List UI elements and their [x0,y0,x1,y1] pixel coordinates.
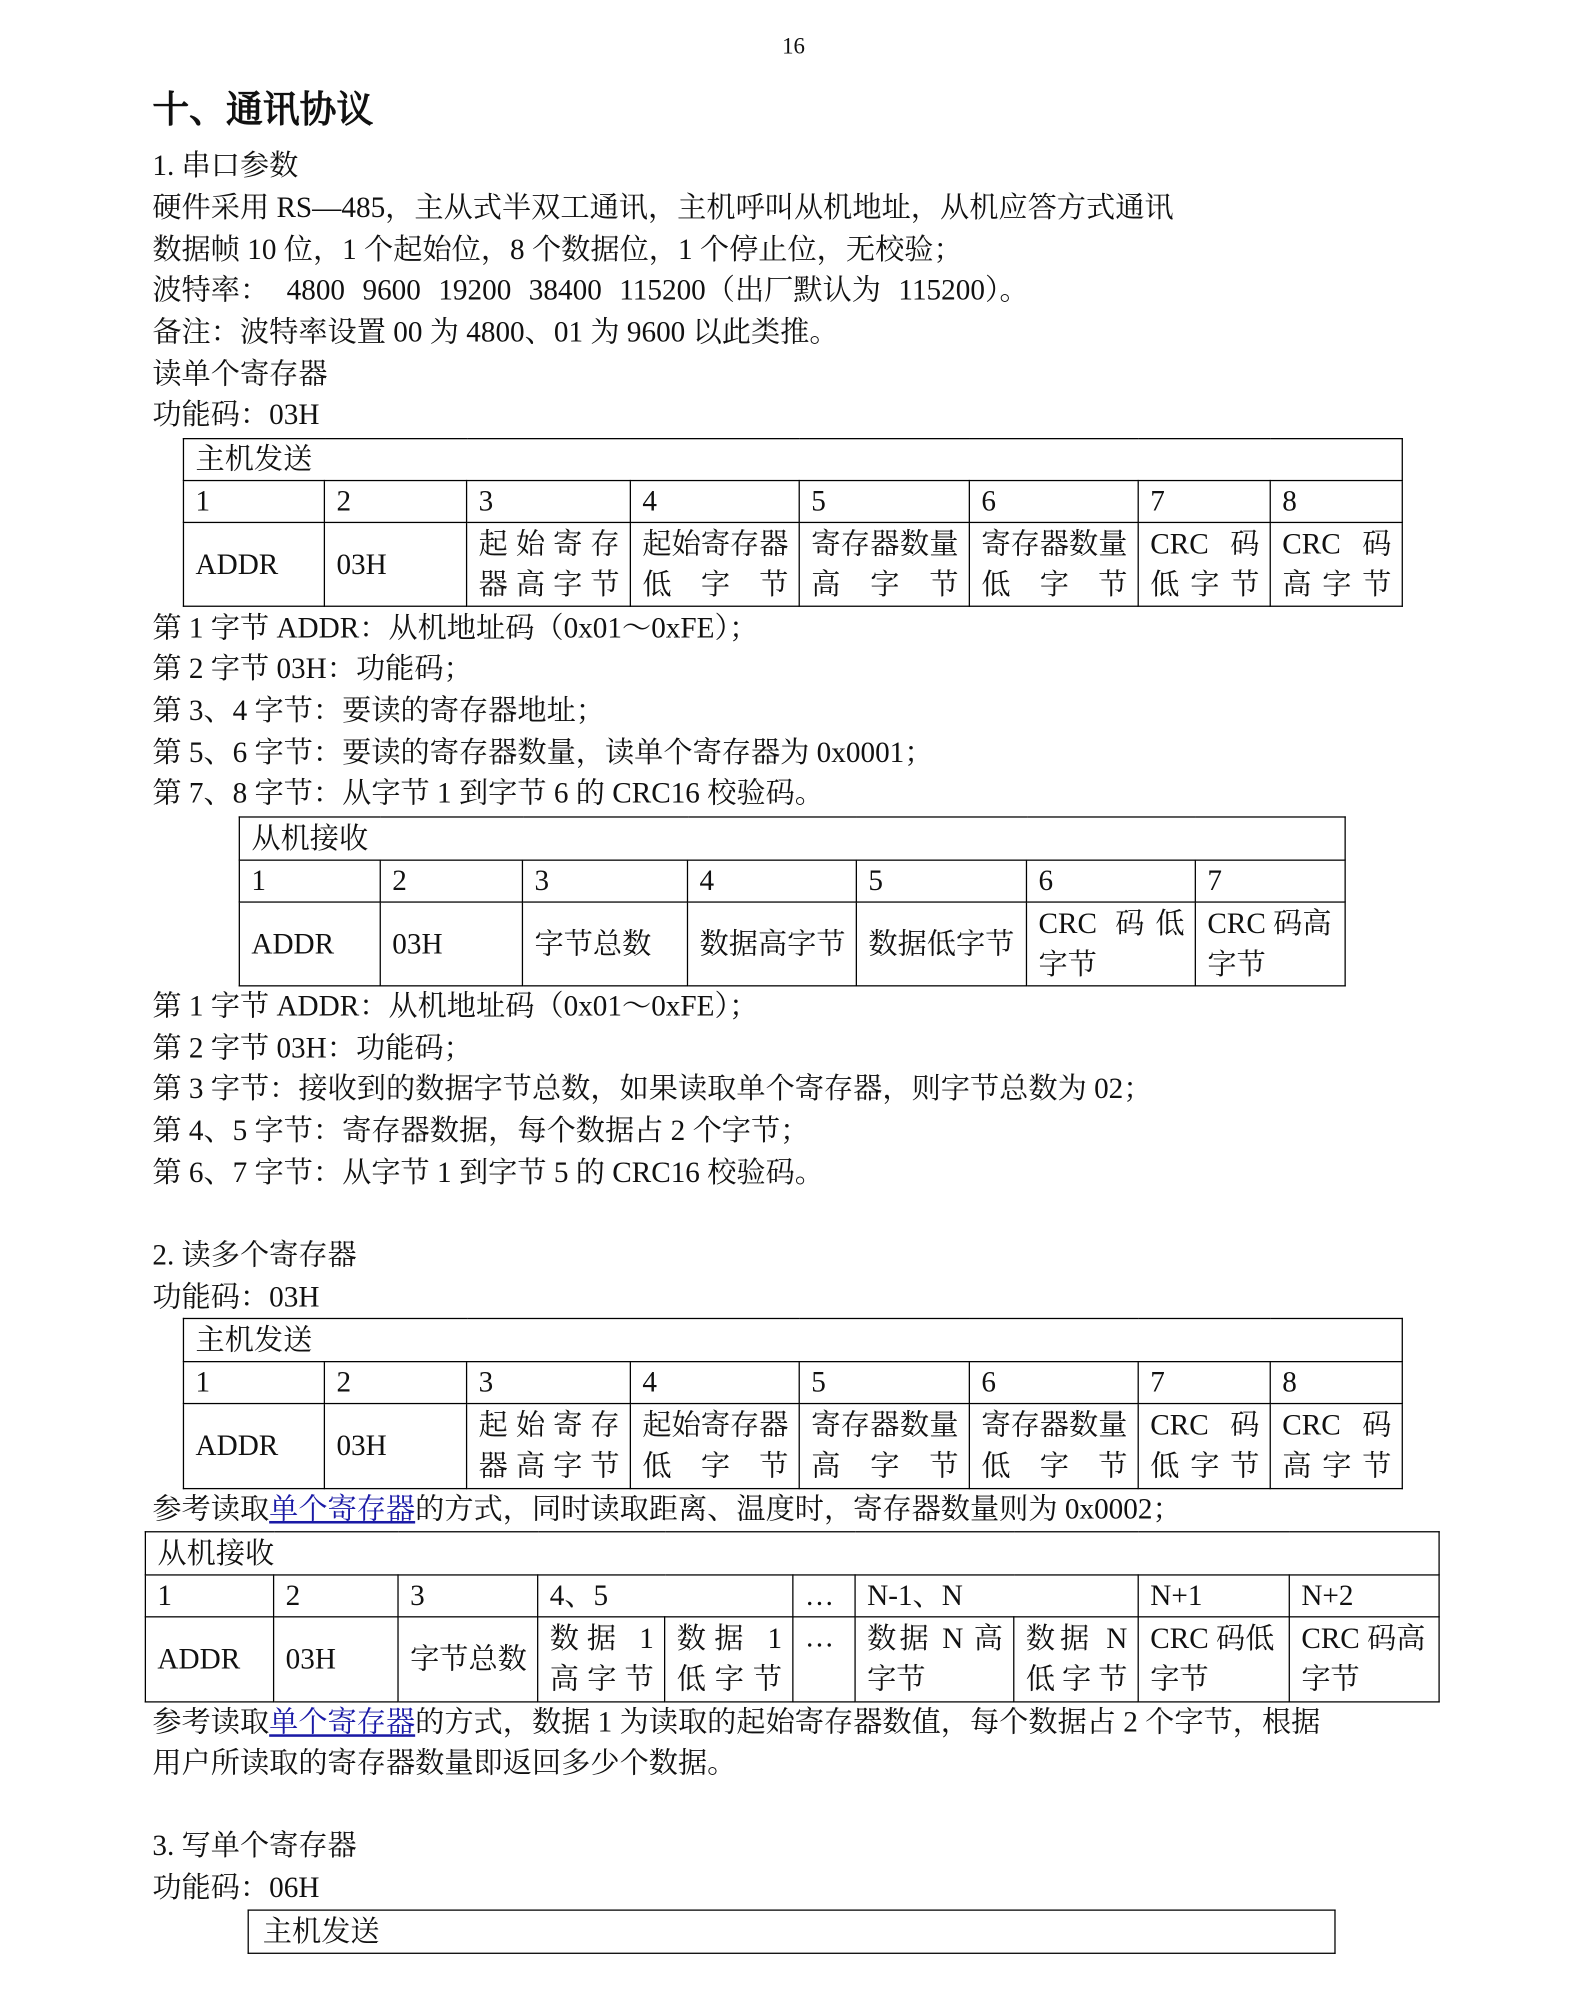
byte-desc: 寄存器数量高字节 [799,1404,969,1489]
byte-desc: CRC 码低字节 [1138,522,1270,606]
master-send-table [248,1909,1336,1953]
byte-desc: CRC 码低字节 [1138,1404,1270,1489]
note: 第 2 字节 03H：功能码； [152,652,473,685]
byte-index: 3 [398,1575,538,1617]
note: 第 7、8 字节：从字节 1 到字节 6 的 CRC16 校验码。 [152,776,825,809]
byte-desc: 起始寄存器高字节 [467,1404,631,1489]
byte-desc: 寄存器数量低字节 [969,1404,1138,1489]
byte-desc: CRC 码高字节 [1270,1404,1402,1489]
section-heading: 十、通讯协议 [152,90,374,131]
subsection-title: 1. 串口参数 [152,149,299,182]
subsection-title: 2. 读多个寄存器 [152,1239,357,1271]
paragraph: 波特率： 4800 9600 19200 38400 115200（出厂默认为 115200）。 [152,274,1029,306]
byte-desc: 寄存器数量低字节 [969,522,1138,606]
byte-index: 4、5 [538,1575,793,1617]
byte-desc: CRC 码低字节 [1138,1617,1289,1702]
byte-desc: 字节总数 [398,1617,538,1702]
byte-index: 7 [1138,481,1270,523]
text: 的方式，数据 1 为读取的起始寄存器数值，每个数据占 2 个字节，根据 [415,1706,1321,1739]
byte-index: 8 [1270,1362,1402,1404]
byte-desc: 起始寄存器低字节 [630,522,799,606]
byte-index: 3 [467,1362,631,1404]
byte-desc: 寄存器数量高字节 [799,522,969,606]
table-caption: 从机接收 [239,817,1345,860]
byte-desc: … [793,1617,855,1702]
byte-desc: CRC 码低字节 [1026,902,1195,986]
text: 参考读取 [152,1493,270,1525]
byte-index: 1 [183,1362,324,1404]
byte-index: 2 [324,1362,466,1404]
note: 第 5、6 字节：要读的寄存器数量，读单个寄存器为 0x0001； [152,736,934,769]
paragraph: 硬件采用 RS—485，主从式半双工通讯，主机呼叫从机地址，从机应答方式通讯 [152,191,1174,224]
byte-desc: 03H [324,522,466,606]
byte-index: 1 [145,1575,273,1617]
byte-desc: 数据 N 低字节 [1014,1617,1138,1702]
byte-desc: 03H [274,1617,398,1702]
byte-desc: 03H [380,902,522,986]
byte-desc: CRC 码高字节 [1270,522,1402,606]
byte-desc: 数据 1 低字节 [665,1617,793,1702]
note: 第 2 字节 03H：功能码； [152,1032,473,1064]
page-number: 16 [782,33,805,59]
single-register-link[interactable]: 单个寄存器 [269,1493,416,1525]
reference-note [152,1492,1181,1528]
table-caption: 主机发送 [248,1910,1335,1953]
byte-desc: 起始寄存器高字节 [467,522,631,606]
byte-index: 4 [630,1362,799,1404]
master-send-table [183,438,1403,607]
byte-index: 3 [467,481,631,523]
function-code: 功能码：06H [152,1871,320,1904]
byte-desc: ADDR [183,1404,324,1489]
byte-index: 1 [183,481,324,523]
table-caption: 主机发送 [183,1318,1402,1361]
byte-index: 4 [687,860,856,902]
paragraph: 备注：波特率设置 00 为 4800、01 为 9600 以此类推。 [152,316,839,348]
byte-desc: ADDR [239,902,380,986]
byte-index: N-1、N [855,1575,1138,1617]
byte-desc: 字节总数 [522,902,687,986]
byte-desc: 数据低字节 [856,902,1026,986]
reference-note [152,1705,1320,1741]
single-register-link[interactable]: 单个寄存器 [269,1706,416,1739]
byte-index: 7 [1195,860,1345,902]
byte-index: 2 [380,860,522,902]
slave-receive-multi-table [145,1531,1440,1702]
byte-index: N+1 [1138,1575,1289,1617]
note: 第 4、5 字节：寄存器数据，每个数据占 2 个字节； [152,1114,810,1147]
byte-index: 5 [856,860,1026,902]
byte-desc: CRC 码高字节 [1289,1617,1439,1702]
table-caption: 从机接收 [145,1532,1439,1575]
slave-receive-table [239,816,1346,986]
byte-index: 6 [1026,860,1195,902]
byte-index: 1 [239,860,380,902]
table-caption: 主机发送 [183,439,1402,481]
note: 第 3、4 字节：要读的寄存器地址； [152,694,605,727]
master-send-table [183,1318,1403,1489]
byte-desc: 起始寄存器低字节 [630,1404,799,1489]
byte-index: 6 [969,1362,1138,1404]
function-code: 功能码：03H [152,1281,320,1313]
note: 第 1 字节 ADDR：从机地址码（0x01～0xFE）； [152,990,759,1023]
byte-desc: 数据高字节 [687,902,856,986]
byte-index: 2 [324,481,466,523]
note: 第 6、7 字节：从字节 1 到字节 5 的 CRC16 校验码。 [152,1156,825,1189]
byte-index: 5 [799,1362,969,1404]
paragraph: 读单个寄存器 [152,358,328,390]
byte-index: 2 [274,1575,398,1617]
text: 参考读取 [152,1706,270,1739]
byte-index: … [793,1575,855,1617]
paragraph: 功能码：03H [152,398,320,431]
byte-index: 7 [1138,1362,1270,1404]
byte-index: 8 [1270,481,1402,523]
byte-desc: 数据 N 高字节 [855,1617,1014,1702]
byte-desc: ADDR [145,1617,273,1702]
byte-desc: ADDR [183,522,324,606]
note: 第 3 字节：接收到的数据字节总数，如果读取单个寄存器，则字节总数为 02； [152,1072,1153,1105]
paragraph: 数据帧 10 位，1 个起始位，8 个数据位，1 个停止位，无校验； [152,233,963,266]
byte-desc: CRC 码高字节 [1195,902,1345,986]
paragraph: 用户所读取的寄存器数量即返回多少个数据。 [152,1746,737,1779]
byte-desc: 03H [324,1404,466,1489]
byte-index: 4 [630,481,799,523]
byte-index: N+2 [1289,1575,1439,1617]
text: 的方式，同时读取距离、温度时，寄存器数量则为 0x0002； [415,1493,1182,1525]
subsection-title: 3. 写单个寄存器 [152,1829,357,1862]
note: 第 1 字节 ADDR：从机地址码（0x01～0xFE）； [152,611,759,644]
byte-desc: 数据 1 高字节 [538,1617,665,1702]
byte-index: 5 [799,481,969,523]
byte-index: 3 [522,860,687,902]
byte-index: 6 [969,481,1138,523]
